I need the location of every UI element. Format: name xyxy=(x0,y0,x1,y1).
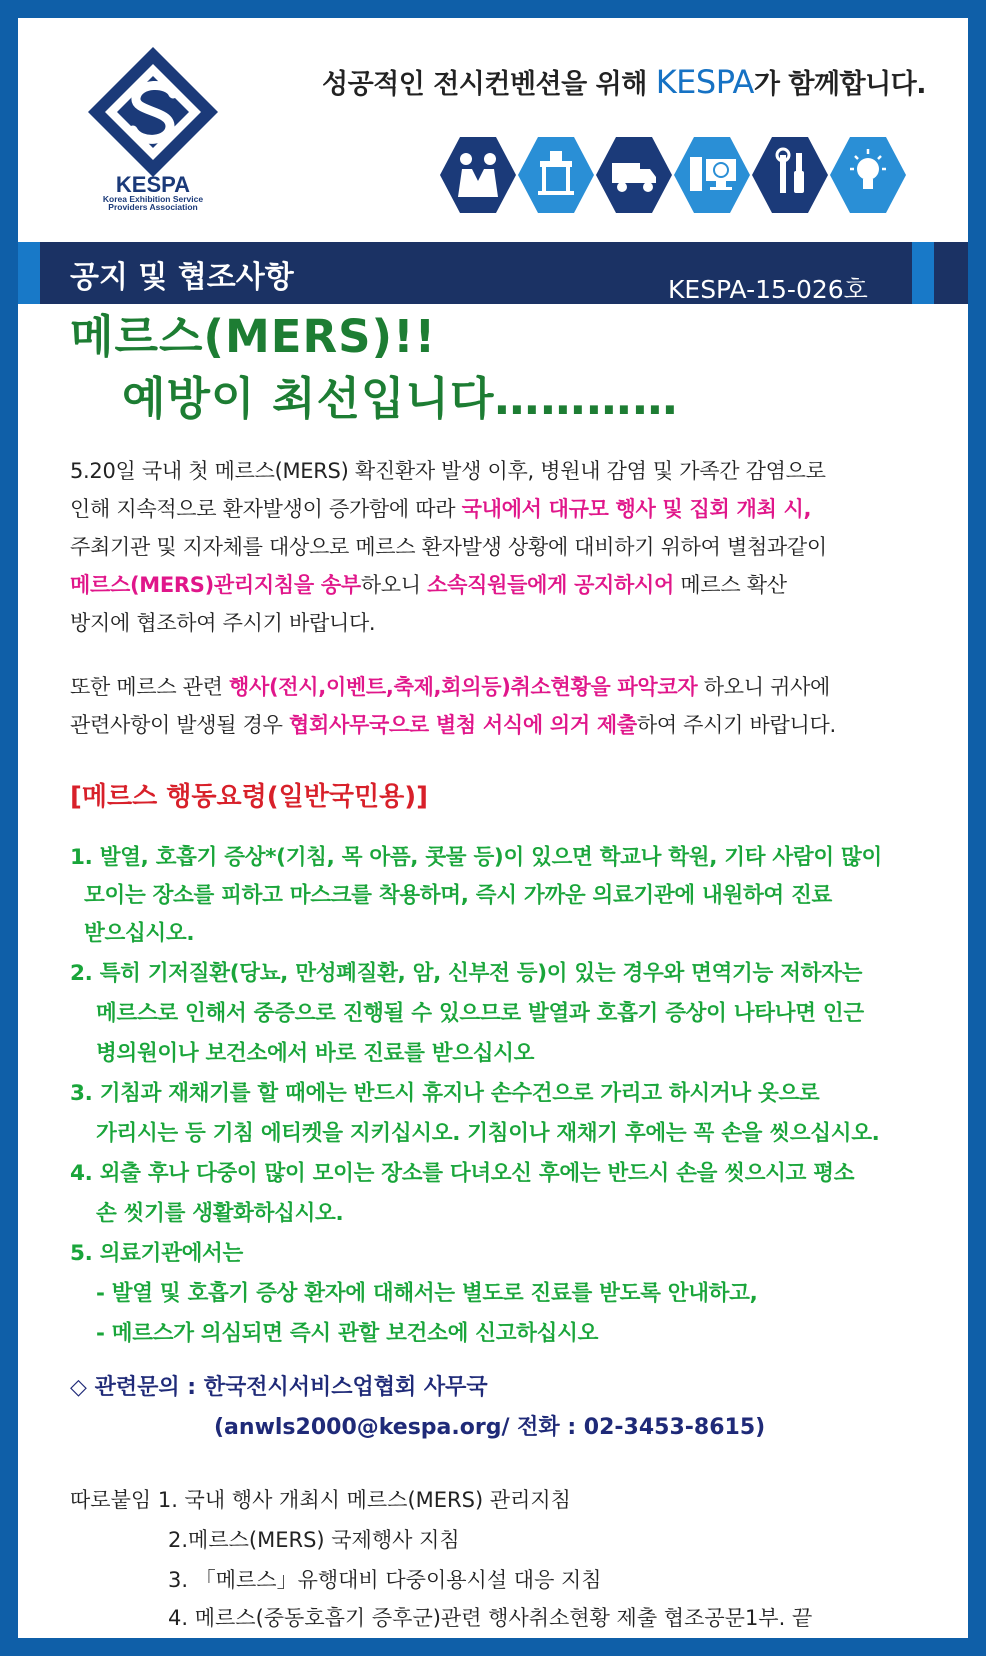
guide-line: 4. 외출 후나 다중이 많이 모이는 장소를 다녀오신 후에는 반드시 손을 씻으시고 평소 xyxy=(70,1161,855,1186)
body-paragraph-2: 또한 메르스 관련 행사(전시,이벤트,축제,회의등)취소현황을 파악코자 하오니 귀사에 관련사항이 발생될 경우 협회사무국으로 별첨 서식에 의거 제출하여 주시기 바랍니다. xyxy=(70,675,836,737)
guide-line: 손 씻기를 생활화하십시오. xyxy=(96,1201,344,1226)
tagline: 성공적인 전시컨벤션을 위해 KESPA가 함께합니다. xyxy=(322,63,926,101)
service-icons xyxy=(440,130,910,222)
logo-subtitle-2: Providers Association xyxy=(108,202,198,212)
guide-line: 모이는 장소를 피하고 마스크를 착용하며, 즉시 가까운 의료기관에 내원하여 진료 xyxy=(84,883,833,908)
attachment-item: 3. 「메르스」유행대비 다중이용시설 대응 지침 xyxy=(168,1568,602,1592)
guide-line: 병의원이나 보건소에서 바로 진료를 받으십시오 xyxy=(96,1041,535,1066)
desk-icon xyxy=(518,137,594,213)
guide-line: 1. 발열, 호흡기 증상*(기침, 목 아픔, 콧물 등)이 있으면 학교나 학원, 기타 사람이 많이 xyxy=(70,845,882,870)
guide-line: 3. 기침과 재채기를 할 때에는 반드시 휴지나 손수건으로 가리고 하시거나 옷으로 xyxy=(70,1081,820,1106)
logo-subtitle-1: Korea Exhibition Service xyxy=(102,194,204,204)
lightbulb-icon xyxy=(830,137,906,213)
guide-line: - 발열 및 호흡기 증상 환자에 대해서는 별도로 진료를 받도록 안내하고, xyxy=(96,1281,758,1306)
truck-icon xyxy=(596,137,672,213)
guide-line: 가리시는 등 기침 에티켓을 지키십시오. 기침이나 재채기 후에는 꼭 손을 씻으십시오. xyxy=(96,1121,880,1146)
document-number: KESPA-15-026호 xyxy=(668,275,868,304)
guide-title: [메르스 행동요령(일반국민용)] xyxy=(70,782,428,812)
tagline-brand: KESPA xyxy=(655,63,754,101)
computer-icon xyxy=(674,137,750,213)
guide-line: 5. 의료기관에서는 xyxy=(70,1241,243,1266)
body-paragraph-1: 5.20일 국내 첫 메르스(MERS) 확진환자 발생 이후, 병원내 감염 및 가족간 감염으로 인해 지속적으로 환자발생이 증가함에 따라 국내에서 대규모 행사 및 집회 개최 시, 주최기관 및 지자체를 대상으로 메르스 환자발생 상황에 대비하기 위하여 별첨과같이 메르스(MERS)관리지침을 송부하오니 소속직원들에게 공지하시어 메르스 확산 방지에 협조하여 주시기 바랍니다. xyxy=(70,459,827,635)
banner-accent-right xyxy=(912,242,934,304)
attachment-item: 4. 메르스(중동호흡기 증후군)관련 행사취소현황 제출 협조공문1부. 끝 xyxy=(168,1606,813,1630)
attachment-line-1 xyxy=(70,1484,571,1514)
kespa-logo xyxy=(78,42,228,212)
guide-line: 메르스로 인해서 중증으로 진행될 수 있으므로 발열과 호흡기 증상이 나타나면 인근 xyxy=(96,1001,864,1026)
guide-line: 2. 특히 기저질환(당뇨, 만성폐질환, 암, 신부전 등)이 있는 경우와 면역기능 저하자는 xyxy=(70,961,863,986)
highlight-text: 행사(전시,이벤트,축제,회의등)취소현황을 파악코자 xyxy=(229,675,698,699)
guide-line: 받으십시오. xyxy=(84,921,195,946)
tools-icon xyxy=(752,137,828,213)
attachment-item: 2.메르스(MERS) 국제행사 지침 xyxy=(168,1528,460,1552)
headline-line-2: 예방이 최선입니다………… xyxy=(122,372,679,425)
contact-line-1: ◇ 관련문의 : 한국전시서비스업협회 사무국 xyxy=(70,1375,488,1400)
headline-line-1: 메르스(MERS)!! xyxy=(70,310,437,363)
attachment-item: 1. 국내 행사 개최시 메르스(MERS) 관리지침 xyxy=(157,1488,571,1512)
highlight-text: 메르스(MERS)관리지침을 송부 xyxy=(70,573,361,597)
attachments-label: 따로붙임 xyxy=(70,1488,152,1512)
guide-line: - 메르스가 의심되면 즉시 관할 보건소에 신고하십시오 xyxy=(96,1321,599,1346)
highlight-text: 소속직원들에게 공지하시어 xyxy=(427,573,674,597)
handshake-icon xyxy=(440,137,516,213)
contact-email-phone: (anwls2000@kespa.org/ 전화 : 02-3453-8615) xyxy=(214,1415,766,1440)
highlight-text: 협회사무국으로 별첨 서식에 의거 제출 xyxy=(289,713,637,737)
highlight-text: 국내에서 대규모 행사 및 집회 개최 시, xyxy=(461,497,812,521)
logo-name: KESPA xyxy=(115,172,191,197)
banner-accent-left xyxy=(18,242,40,304)
banner-title: 공지 및 협조사항 xyxy=(70,260,294,295)
